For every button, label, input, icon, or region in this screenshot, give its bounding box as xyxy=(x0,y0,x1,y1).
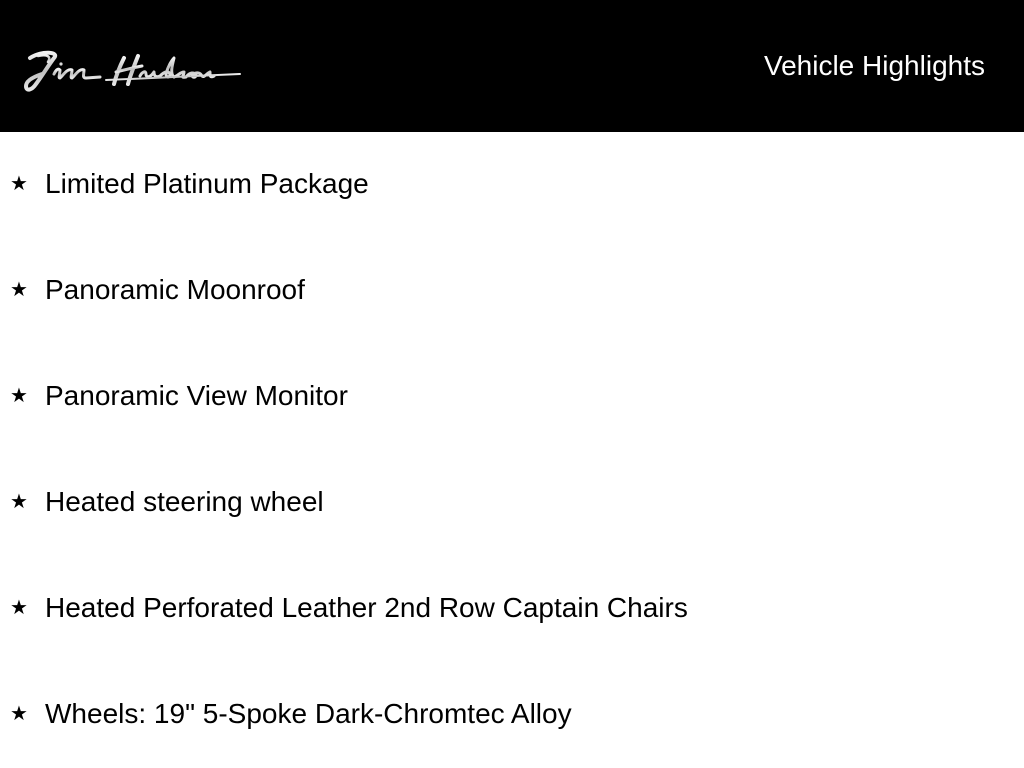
star-icon: ★ xyxy=(10,383,28,407)
list-item xyxy=(0,697,1024,737)
star-icon: ★ xyxy=(10,489,28,513)
signature-logo xyxy=(20,44,245,100)
highlight-label: Heated Perforated Leather 2nd Row Captain Chairs xyxy=(45,592,688,623)
star-icon: ★ xyxy=(10,277,28,301)
star-icon: ★ xyxy=(10,701,28,725)
list-item xyxy=(0,591,1024,631)
list-item xyxy=(0,167,1024,207)
page-header xyxy=(0,0,1024,132)
list-item xyxy=(0,273,1024,313)
page-title: Vehicle Highlights xyxy=(763,50,985,81)
list-item xyxy=(0,485,1024,525)
list-item xyxy=(0,379,1024,419)
highlight-label: Panoramic View Monitor xyxy=(45,380,348,411)
highlight-label: Heated steering wheel xyxy=(45,486,324,517)
star-icon: ★ xyxy=(10,171,28,195)
highlight-label: Panoramic Moonroof xyxy=(45,274,305,305)
highlight-label: Wheels: 19" 5-Spoke Dark-Chromtec Alloy xyxy=(45,698,572,729)
star-icon: ★ xyxy=(10,595,28,619)
highlight-label: Limited Platinum Package xyxy=(45,168,369,199)
